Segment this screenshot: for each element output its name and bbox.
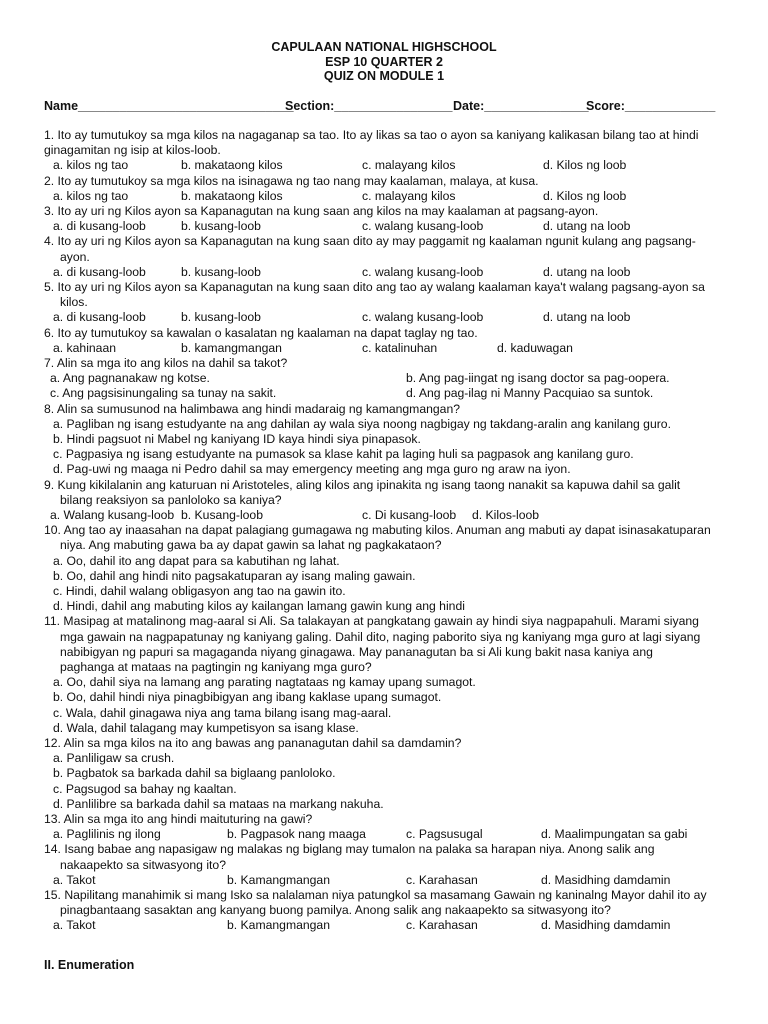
answer-row — [44, 827, 734, 842]
question-text-continued: nakaapekto sa sitwasyong ito? — [60, 857, 226, 872]
answer-option[interactable]: c. malayang kilos — [362, 158, 456, 173]
answer-option[interactable]: b. makataong kilos — [181, 188, 283, 203]
name-field[interactable]: Name_______________________________ — [44, 99, 294, 113]
answer-option[interactable]: d. Hindi, dahil ang mabuting kilos ay kailangan lamang gawin kung ang hindi — [53, 599, 465, 614]
answer-row — [44, 219, 734, 234]
answer-option[interactable]: d. kaduwagan — [497, 340, 573, 355]
question-text-continued: ginagamitan ng isip at kilos-loob. — [44, 143, 221, 158]
score-field[interactable]: Score:_____________ — [586, 99, 716, 113]
answer-option[interactable]: a. kilos ng tao — [53, 158, 129, 173]
answer-row — [44, 341, 734, 356]
answer-option[interactable]: c. Ang pagsisinungaling sa tunay na sakit. — [50, 386, 277, 401]
answer-option[interactable]: a. Takot — [53, 872, 96, 887]
question-text: 13. Alin sa mga ito ang hindi maituturing na gawi? — [44, 812, 313, 826]
answer-option[interactable]: a. Panliligaw sa crush. — [53, 751, 175, 766]
answer-option[interactable]: b. Oo, dahil ang hindi nito pagsakatuparan ay isang maling gawain. — [53, 568, 416, 583]
question-text: 2. Ito ay tumutukoy sa mga kilos na isinagawa ng tao nang may kaalaman, malaya, at kusa. — [44, 173, 539, 188]
question-text: 11. Masipag at matalinong mag-aaral si Ali. Sa talakayan at pangkatang gawain ay hindi siya nagpapahuli. Marami siyang — [44, 614, 699, 629]
answer-option[interactable]: a. kahinaan — [53, 340, 117, 355]
question-14 — [44, 842, 734, 888]
answer-option[interactable]: b. Hindi pagsuot ni Mabel ng kaniyang ID kaya hindi siya pinapasok. — [53, 431, 421, 446]
question-4 — [44, 234, 734, 280]
answer-option[interactable]: a. di kusang-loob — [53, 310, 146, 325]
answer-option[interactable]: c. katalinuhan — [362, 340, 438, 355]
answer-option[interactable]: d. utang na loob — [543, 219, 631, 234]
answer-row — [44, 386, 734, 401]
answer-option[interactable]: b. kusang-loob — [181, 264, 261, 279]
question-text: 6. Ito ay tumutukoy sa kawalan o kasalatan ng kaalaman na dapat taglay ng tao. — [44, 325, 478, 340]
question-11 — [44, 614, 734, 736]
answer-option[interactable]: b. Kamangmangan — [227, 918, 330, 933]
question-12 — [44, 736, 734, 812]
question-text: 1. Ito ay tumutukoy sa mga kilos na nagaganap sa tao. Ito ay likas sa tao o ayon sa kaniyang kalikasan bilang tao at hindi — [44, 128, 699, 142]
answer-option[interactable]: a. Ang pagnanakaw ng kotse. — [50, 371, 210, 386]
answer-option[interactable]: d. Pag-uwi ng maaga ni Pedro dahil sa may emergency meeting ang mga guro ng araw na iyon. — [53, 462, 571, 477]
question-text-continued: ayon. — [60, 249, 90, 264]
question-text: 8. Alin sa sumusunod na halimbawa ang hindi madaraig ng kamangmangan? — [44, 401, 460, 416]
answer-option[interactable]: c. walang kusang-loob — [362, 264, 484, 279]
answer-option[interactable]: b. kusang-loob — [181, 310, 261, 325]
question-text: 9. Kung kikilalanin ang katuruan ni Aristoteles, aling kilos ang ipinakita ng isang taong nanakit sa kapuwa dahil sa galit — [44, 477, 681, 492]
student-fields — [44, 99, 744, 115]
answer-option[interactable]: d. Maalimpungatan sa gabi — [541, 827, 688, 842]
answer-option[interactable]: d. utang na loob — [543, 310, 631, 325]
question-15 — [44, 888, 734, 934]
answer-option[interactable]: c. malayang kilos — [362, 188, 456, 203]
answer-option[interactable]: d. Kilos ng loob — [543, 158, 627, 173]
answer-option[interactable]: a. Takot — [53, 918, 96, 933]
question-5 — [44, 280, 734, 326]
question-2 — [44, 174, 734, 204]
answer-option[interactable]: c. Karahasan — [406, 918, 478, 933]
question-1 — [44, 128, 734, 174]
question-text-continued: paghanga at mataas na pagtingin ng kaniyang mga guro? — [60, 659, 372, 674]
answer-option[interactable]: c. walang kusang-loob — [362, 310, 484, 325]
answer-option[interactable]: a. kilos ng tao — [53, 188, 129, 203]
question-7 — [44, 356, 734, 402]
question-text-continued: bilang reaksiyon sa panloloko sa kaniya? — [60, 492, 282, 507]
question-9 — [44, 478, 734, 524]
answer-option[interactable]: d. Masidhing damdamin — [541, 872, 671, 887]
question-text-continued: mga gawain na nagpapatunay ng kaniyang galing. Dahil dito, naging paborito siya ng kaniyang mga guro at lagi siyang — [60, 629, 701, 644]
answer-option[interactable]: b. Pagbatok sa barkada dahil sa biglaang panloloko. — [53, 766, 336, 781]
answer-row — [44, 508, 734, 523]
answer-option[interactable]: a. Paglilinis ng ilong — [53, 827, 161, 842]
header — [0, 40, 768, 84]
section-heading-enumeration: II. Enumeration — [44, 958, 135, 972]
answer-option[interactable]: a. Walang kusang-loob — [50, 507, 175, 522]
answer-option[interactable]: d. Kilos-loob — [472, 507, 540, 522]
question-3 — [44, 204, 734, 234]
answer-option[interactable]: a. Pagliban ng isang estudyante na ang dahilan ay wala siya noong nagbigay ng takdang-aralin ang kanilang guro. — [53, 416, 671, 431]
date-field[interactable]: Date:_______________ — [453, 99, 589, 113]
answer-row — [44, 310, 734, 325]
question-text-continued: niya. Ang mabuting gawa ba ay dapat gawin sa lahat ng pagkakataon? — [60, 538, 442, 553]
question-text-continued: nabibigyan ng papuri sa magaganda niyang ginagawa. May pananagutan ba si Ali kung bakit nasa kaniya ang — [60, 644, 653, 659]
answer-option[interactable]: b. makataong kilos — [181, 158, 283, 173]
answer-option[interactable]: c. Karahasan — [406, 872, 478, 887]
answer-option[interactable]: c. walang kusang-loob — [362, 219, 484, 234]
question-text: 15. Napilitang manahimik si mang Isko sa nalalaman niya patungkol sa masamang Gawain ng kaninalng Mayor dahil ito ay — [44, 887, 707, 902]
question-text: 4. Ito ay uri ng Kilos ayon sa Kapanagutan na kung saan dito ay may paggamit ng kaalaman ngunit kulang ang pagsang- — [44, 234, 696, 249]
answer-option[interactable]: c. Di kusang-loob — [362, 507, 457, 522]
answer-row — [44, 873, 734, 888]
answer-option[interactable]: c. Wala, dahil ginagawa niya ang tama bilang isang mag-aaral. — [53, 705, 392, 720]
answer-row — [44, 918, 734, 933]
answer-option[interactable]: b. Oo, dahil hindi niya pinagbibigyan ang ibang kaklase upang sumagot. — [53, 690, 442, 705]
answer-option[interactable]: b. Pagpasok nang maaga — [227, 827, 366, 842]
answer-option[interactable]: d. utang na loob — [543, 264, 631, 279]
question-10 — [44, 523, 734, 614]
answer-row — [44, 265, 734, 280]
answer-option[interactable]: c. Pagsusugal — [406, 827, 483, 842]
subject-title: ESP 10 QUARTER 2 — [325, 54, 443, 69]
answer-option[interactable]: d. Wala, dahil talagang may kumpetisyon sa isang klase. — [53, 720, 359, 735]
answer-option[interactable]: c. Pagsugod sa bahay ng kaaltan. — [53, 781, 237, 796]
answer-option[interactable]: a. Oo, dahil ito ang dapat para sa kabutihan ng lahat. — [53, 553, 340, 568]
question-6 — [44, 326, 734, 356]
quiz-title: QUIZ ON MODULE 1 — [323, 69, 445, 83]
question-8 — [44, 402, 734, 478]
answer-option[interactable]: b. Ang pag-iingat ng isang doctor sa pag-oopera. — [406, 371, 670, 386]
answer-option[interactable]: c. Hindi, dahil walang obligasyon ang tao na gawin ito. — [53, 583, 346, 598]
answer-option[interactable]: b. kamangmangan — [181, 340, 282, 355]
answer-option[interactable]: d. Panlilibre sa barkada dahil sa mataas na markang nakuha. — [53, 796, 384, 811]
question-text: 5. Ito ay uri ng Kilos ayon sa Kapanagutan na kung saan dito ang tao ay walang kaalaman kaya't walang pagsang-ayon sa — [44, 279, 705, 294]
answer-option[interactable]: b. kusang-loob — [181, 219, 261, 234]
answer-option[interactable]: b. Kamangmangan — [227, 872, 330, 887]
question-text: 12. Alin sa mga kilos na ito ang bawas ang pananagutan dahil sa damdamin? — [44, 735, 462, 750]
answer-option[interactable]: b. Kusang-loob — [181, 507, 263, 522]
answer-option[interactable]: a. Oo, dahil siya na lamang ang parating nagtataas ng kamay upang sumagot. — [53, 675, 476, 690]
question-text-continued: pinagbantaang sasaktan ang kanyang buong pamilya. Anong salik ang nakaapekto sa sitwasyong ito? — [60, 903, 611, 918]
section-field[interactable]: Section:_________________ — [285, 99, 453, 113]
answer-option[interactable]: a. di kusang-loob — [53, 219, 146, 234]
answer-option[interactable]: d. Kilos ng loob — [543, 188, 627, 203]
answer-option[interactable]: d. Ang pag-ilag ni Manny Pacquiao sa suntok. — [406, 386, 654, 401]
answer-option[interactable]: c. Pagpasiya ng isang estudyante na pumasok sa klase kahit pa laging huli sa pagpasok ang kanilang guro. — [53, 447, 634, 462]
question-text: 14. Isang babae ang napasigaw ng malakas ng biglang may tumalon na palaka sa harapan niya. Anong salik ang — [44, 842, 655, 857]
question-13 — [44, 812, 734, 842]
school-name: CAPULAAN NATIONAL HIGHSCHOOL — [271, 40, 497, 54]
question-text: 7. Alin sa mga ito ang kilos na dahil sa takot? — [44, 355, 288, 370]
question-text-continued: kilos. — [60, 295, 88, 310]
question-text: 3. Ito ay uri ng Kilos ayon sa Kapanagutan na kung saan ang kilos na may kaalaman at pagsang-ayon. — [44, 203, 599, 218]
question-list — [44, 128, 734, 934]
answer-option[interactable]: a. di kusang-loob — [53, 264, 146, 279]
answer-row — [44, 189, 734, 204]
answer-option[interactable]: d. Masidhing damdamin — [541, 918, 671, 933]
question-text: 10. Ang tao ay inaasahan na dapat palagiang gumagawa ng mabuting kilos. Anuman ang mabuti ay dapat isinasakatuparan — [44, 523, 711, 538]
answer-row — [44, 158, 734, 173]
answer-row — [44, 371, 734, 386]
